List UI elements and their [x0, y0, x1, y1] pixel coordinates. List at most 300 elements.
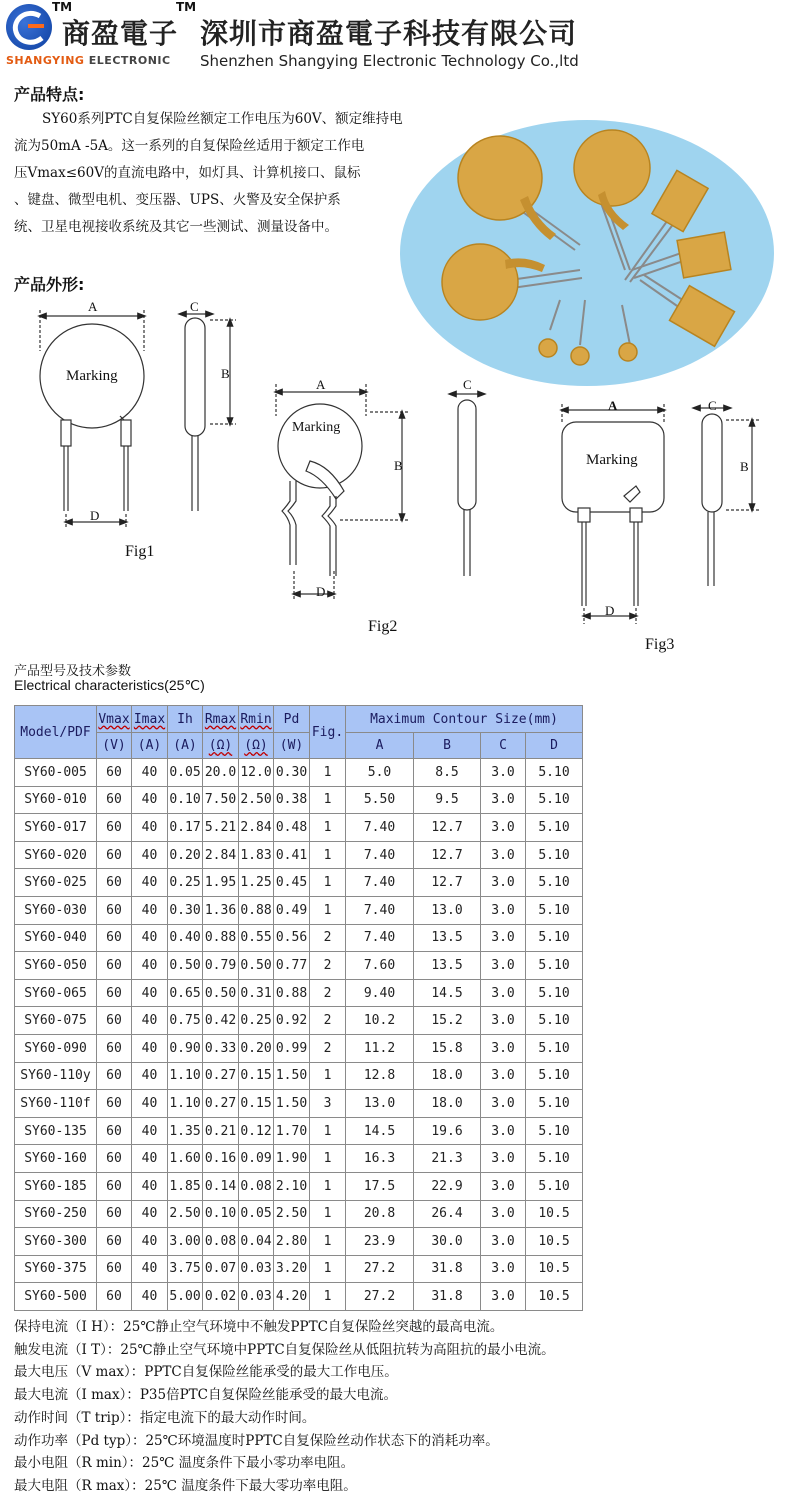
cell-d: 5.10	[526, 759, 583, 787]
definitions-list	[14, 1316, 555, 1498]
cell-imax: 40	[132, 814, 168, 842]
cell-rmax: 0.88	[203, 924, 239, 952]
cell-a: 11.2	[346, 1034, 414, 1062]
cell-rmax: 1.36	[203, 896, 239, 924]
cell-vmax: 60	[97, 1228, 132, 1256]
cell-fig: 1	[310, 1145, 346, 1173]
cell-model: SY60-020	[15, 841, 97, 869]
fig3-dim-d: D	[605, 603, 615, 618]
col-header-imax-unit: (A)	[132, 733, 168, 759]
cell-b: 15.2	[414, 1007, 481, 1035]
cell-rmax: 0.33	[203, 1034, 239, 1062]
col-header-ih: Ih	[168, 706, 203, 733]
cell-rmin: 0.04	[239, 1228, 274, 1256]
cell-fig: 2	[310, 1007, 346, 1035]
fig2-dim-b: B	[394, 458, 403, 473]
features-line: SY60系列PTC自复保险丝额定工作电压为60V、额定维持电	[42, 111, 403, 127]
cell-pd: 1.70	[274, 1117, 310, 1145]
table-row	[15, 1283, 583, 1311]
cell-model: SY60-075	[15, 1007, 97, 1035]
cell-vmax: 60	[97, 759, 132, 787]
cell-model: SY60-040	[15, 924, 97, 952]
fig3-dim-c: C	[708, 398, 717, 413]
cell-a: 27.2	[346, 1255, 414, 1283]
cell-vmax: 60	[97, 896, 132, 924]
col-header-pd-unit: (W)	[274, 733, 310, 759]
cell-vmax: 60	[97, 1145, 132, 1173]
col-header-rmin-unit	[239, 733, 274, 759]
cell-vmax: 60	[97, 1062, 132, 1090]
cell-a: 7.40	[346, 841, 414, 869]
definition-item: 保持电流（I H）：25℃静止空气环境中不触发PPTC自复保险丝突越的最高电流。	[14, 1319, 504, 1335]
cell-c: 3.0	[481, 1034, 526, 1062]
cell-pd: 1.50	[274, 1090, 310, 1118]
cell-pd: 0.99	[274, 1034, 310, 1062]
table-row	[15, 1007, 583, 1035]
cell-a: 12.8	[346, 1062, 414, 1090]
cell-rmin: 0.15	[239, 1090, 274, 1118]
cell-model: SY60-185	[15, 1172, 97, 1200]
cell-ih: 0.30	[168, 896, 203, 924]
table-row	[15, 786, 583, 814]
cell-d: 5.10	[526, 924, 583, 952]
cell-a: 23.9	[346, 1228, 414, 1256]
cell-a: 5.0	[346, 759, 414, 787]
cell-d: 5.10	[526, 1007, 583, 1035]
cell-fig: 1	[310, 1117, 346, 1145]
cell-fig: 1	[310, 896, 346, 924]
table-row	[15, 896, 583, 924]
cell-pd: 0.88	[274, 979, 310, 1007]
cell-model: SY60-500	[15, 1283, 97, 1311]
cell-rmin: 0.55	[239, 924, 274, 952]
fig2-dim-c: C	[463, 377, 472, 392]
cell-rmax: 0.27	[203, 1090, 239, 1118]
fig2-drawing	[276, 384, 482, 601]
cell-c: 3.0	[481, 1228, 526, 1256]
cell-fig: 2	[310, 1034, 346, 1062]
cell-fig: 3	[310, 1090, 346, 1118]
cell-fig: 2	[310, 979, 346, 1007]
cell-fig: 1	[310, 1172, 346, 1200]
fig3-drawing	[562, 404, 760, 624]
cell-ih: 0.20	[168, 841, 203, 869]
cell-a: 7.60	[346, 952, 414, 980]
cell-model: SY60-025	[15, 869, 97, 897]
cell-model: SY60-010	[15, 786, 97, 814]
cell-a: 7.40	[346, 814, 414, 842]
features-title: 产品特点:	[14, 85, 85, 104]
cell-rmin: 2.84	[239, 814, 274, 842]
cell-c: 3.0	[481, 924, 526, 952]
cell-d: 5.10	[526, 979, 583, 1007]
cell-pd: 0.45	[274, 869, 310, 897]
cell-vmax: 60	[97, 841, 132, 869]
cell-b: 18.0	[414, 1062, 481, 1090]
cell-a: 7.40	[346, 869, 414, 897]
cell-c: 3.0	[481, 1062, 526, 1090]
trademark-mark-2: TM	[176, 0, 197, 14]
cell-c: 3.0	[481, 896, 526, 924]
table-row	[15, 1145, 583, 1173]
cell-a: 14.5	[346, 1117, 414, 1145]
cell-fig: 1	[310, 869, 346, 897]
cell-imax: 40	[132, 979, 168, 1007]
fig3-dim-a: A	[608, 398, 618, 413]
cell-rmax: 0.42	[203, 1007, 239, 1035]
brand-name-cn: 商盈電子	[62, 17, 179, 50]
table-row	[15, 1172, 583, 1200]
cell-b: 13.0	[414, 896, 481, 924]
cell-fig: 1	[310, 1062, 346, 1090]
table-row	[15, 924, 583, 952]
definition-item: 最大电阻（R max）：25℃ 温度条件下最大零功率电阻。	[14, 1477, 357, 1494]
specs-title-en: Electrical characteristics(25℃)	[14, 677, 205, 693]
definition-item: 最小电阻（R min）：25℃ 温度条件下最小零功率电阻。	[14, 1455, 355, 1472]
cell-b: 19.6	[414, 1117, 481, 1145]
col-header-a: A	[346, 733, 414, 759]
col-header-contour: Maximum Contour Size(mm)	[346, 706, 583, 733]
cell-ih: 1.35	[168, 1117, 203, 1145]
cell-vmax: 60	[97, 869, 132, 897]
cell-b: 12.7	[414, 869, 481, 897]
col-header-ih-unit: (A)	[168, 733, 203, 759]
cell-rmax: 1.95	[203, 869, 239, 897]
specs-title-cn: 产品型号及技术参数	[14, 664, 132, 679]
cell-a: 27.2	[346, 1283, 414, 1311]
cell-imax: 40	[132, 1228, 168, 1256]
col-header-rmax	[203, 706, 239, 733]
cell-fig: 1	[310, 814, 346, 842]
cell-ih: 1.10	[168, 1062, 203, 1090]
cell-vmax: 60	[97, 814, 132, 842]
col-header-d: D	[526, 733, 583, 759]
cell-c: 3.0	[481, 1200, 526, 1228]
cell-b: 31.8	[414, 1283, 481, 1311]
cell-pd: 0.77	[274, 952, 310, 980]
cell-pd: 0.41	[274, 841, 310, 869]
cell-ih: 0.65	[168, 979, 203, 1007]
table-row	[15, 1255, 583, 1283]
cell-model: SY60-110f	[15, 1090, 97, 1118]
cell-ih: 0.75	[168, 1007, 203, 1035]
cell-a: 10.2	[346, 1007, 414, 1035]
cell-vmax: 60	[97, 1090, 132, 1118]
cell-imax: 40	[132, 786, 168, 814]
table-row	[15, 952, 583, 980]
col-header-vmax	[97, 706, 132, 733]
table-row	[15, 1034, 583, 1062]
cell-rmax: 0.27	[203, 1062, 239, 1090]
cell-c: 3.0	[481, 952, 526, 980]
cell-c: 3.0	[481, 1117, 526, 1145]
cell-b: 14.5	[414, 979, 481, 1007]
col-header-rmax-text: Rmax	[204, 711, 237, 727]
cell-imax: 40	[132, 841, 168, 869]
table-row	[15, 841, 583, 869]
cell-pd: 0.38	[274, 786, 310, 814]
cell-a: 9.40	[346, 979, 414, 1007]
cell-fig: 1	[310, 1228, 346, 1256]
cell-d: 5.10	[526, 841, 583, 869]
definition-item: 动作功率（Pd typ）：25℃环境温度时PPTC自复保险丝动作状态下的消耗功率。	[14, 1432, 499, 1449]
cell-model: SY60-375	[15, 1255, 97, 1283]
cell-b: 21.3	[414, 1145, 481, 1173]
cell-vmax: 60	[97, 1283, 132, 1311]
table-row	[15, 869, 583, 897]
cell-model: SY60-135	[15, 1117, 97, 1145]
fig3-marking: Marking	[586, 452, 638, 468]
cell-ih: 0.05	[168, 759, 203, 787]
cell-imax: 40	[132, 1090, 168, 1118]
trademark-mark: TM	[52, 0, 73, 14]
cell-fig: 1	[310, 1283, 346, 1311]
cell-vmax: 60	[97, 1255, 132, 1283]
fig1-dim-d: D	[90, 508, 100, 523]
table-row	[15, 979, 583, 1007]
features-line: 压Vmax≤60V的直流电路中，如灯具、计算机接口、鼠标	[14, 165, 361, 181]
col-header-rmax-unit-text: (Ω)	[208, 738, 233, 753]
cell-pd: 0.92	[274, 1007, 310, 1035]
cell-ih: 2.50	[168, 1200, 203, 1228]
cell-c: 3.0	[481, 1090, 526, 1118]
cell-ih: 5.00	[168, 1283, 203, 1311]
cell-c: 3.0	[481, 814, 526, 842]
cell-fig: 1	[310, 786, 346, 814]
cell-vmax: 60	[97, 952, 132, 980]
cell-ih: 1.60	[168, 1145, 203, 1173]
col-header-rmin	[239, 706, 274, 733]
cell-c: 3.0	[481, 786, 526, 814]
cell-d: 5.10	[526, 869, 583, 897]
cell-fig: 2	[310, 952, 346, 980]
cell-b: 12.7	[414, 841, 481, 869]
cell-c: 3.0	[481, 979, 526, 1007]
cell-pd: 2.10	[274, 1172, 310, 1200]
cell-model: SY60-005	[15, 759, 97, 787]
cell-model: SY60-030	[15, 896, 97, 924]
cell-pd: 0.30	[274, 759, 310, 787]
cell-ih: 3.75	[168, 1255, 203, 1283]
cell-imax: 40	[132, 952, 168, 980]
cell-c: 3.0	[481, 1007, 526, 1035]
cell-ih: 0.25	[168, 869, 203, 897]
table-row	[15, 814, 583, 842]
cell-imax: 40	[132, 924, 168, 952]
cell-c: 3.0	[481, 841, 526, 869]
cell-rmin: 0.25	[239, 1007, 274, 1035]
cell-a: 5.50	[346, 786, 414, 814]
col-header-pd: Pd	[274, 706, 310, 733]
cell-imax: 40	[132, 759, 168, 787]
cell-b: 8.5	[414, 759, 481, 787]
cell-ih: 0.17	[168, 814, 203, 842]
fig1-dim-c: C	[190, 299, 199, 314]
definition-item: 最大电压（V max）：PPTC自复保险丝能承受的最大工作电压。	[14, 1364, 398, 1381]
cell-model: SY60-110y	[15, 1062, 97, 1090]
definition-item: 最大电流（I max）：P35倍PTC自复保险丝能承受的最大电流。	[14, 1387, 398, 1404]
table-row	[15, 1062, 583, 1090]
cell-rmin: 0.03	[239, 1255, 274, 1283]
cell-d: 10.5	[526, 1283, 583, 1311]
appearance-title: 产品外形:	[14, 275, 85, 294]
cell-pd: 0.48	[274, 814, 310, 842]
cell-a: 13.0	[346, 1090, 414, 1118]
cell-pd: 3.20	[274, 1255, 310, 1283]
cell-rmax: 0.02	[203, 1283, 239, 1311]
cell-rmin: 1.83	[239, 841, 274, 869]
cell-model: SY60-017	[15, 814, 97, 842]
cell-imax: 40	[132, 896, 168, 924]
cell-pd: 0.49	[274, 896, 310, 924]
cell-vmax: 60	[97, 1200, 132, 1228]
definition-item: 动作时间（T trip）：指定电流下的最大动作时间。	[14, 1409, 316, 1426]
cell-a: 17.5	[346, 1172, 414, 1200]
cell-vmax: 60	[97, 1172, 132, 1200]
cell-rmin: 12.0	[239, 759, 274, 787]
features-line: 、键盘、微型电机、变压器、UPS、火警及安全保护系	[14, 192, 341, 208]
logo-swirl-icon	[6, 4, 52, 50]
cell-fig: 1	[310, 841, 346, 869]
cell-ih: 0.50	[168, 952, 203, 980]
cell-d: 5.10	[526, 1034, 583, 1062]
cell-d: 5.10	[526, 1172, 583, 1200]
cell-model: SY60-300	[15, 1228, 97, 1256]
cell-rmax: 5.21	[203, 814, 239, 842]
cell-model: SY60-250	[15, 1200, 97, 1228]
cell-rmax: 0.07	[203, 1255, 239, 1283]
cell-d: 5.10	[526, 952, 583, 980]
fig1-dim-b: B	[221, 366, 230, 381]
cell-rmin: 0.09	[239, 1145, 274, 1173]
fig2-dim-a: A	[316, 377, 326, 392]
cell-c: 3.0	[481, 1255, 526, 1283]
cell-imax: 40	[132, 869, 168, 897]
cell-b: 18.0	[414, 1090, 481, 1118]
cell-rmax: 20.0	[203, 759, 239, 787]
definition-item: 触发电流（I T）：25℃静止空气环境中PPTC自复保险丝从低阻抗转为高阻抗的最小电流。	[14, 1341, 555, 1358]
cell-ih: 1.10	[168, 1090, 203, 1118]
fig3-dim-b: B	[740, 459, 749, 474]
cell-rmin: 0.08	[239, 1172, 274, 1200]
cell-d: 5.10	[526, 786, 583, 814]
table-row	[15, 1117, 583, 1145]
cell-rmin: 0.03	[239, 1283, 274, 1311]
cell-pd: 1.50	[274, 1062, 310, 1090]
cell-ih: 3.00	[168, 1228, 203, 1256]
fig2-marking: Marking	[292, 420, 341, 435]
features-paragraph	[14, 106, 434, 241]
spec-table-body	[15, 759, 583, 1311]
cell-b: 13.5	[414, 952, 481, 980]
cell-rmin: 0.50	[239, 952, 274, 980]
cell-rmin: 0.15	[239, 1062, 274, 1090]
cell-pd: 2.50	[274, 1200, 310, 1228]
cell-d: 10.5	[526, 1200, 583, 1228]
fig2-dim-d: D	[316, 584, 326, 599]
cell-rmax: 0.50	[203, 979, 239, 1007]
cell-d: 10.5	[526, 1255, 583, 1283]
cell-d: 5.10	[526, 896, 583, 924]
cell-d: 5.10	[526, 1062, 583, 1090]
cell-vmax: 60	[97, 1117, 132, 1145]
col-header-rmin-text: Rmin	[240, 711, 272, 727]
cell-d: 5.10	[526, 1090, 583, 1118]
cell-ih: 0.10	[168, 786, 203, 814]
fig1-dim-a: A	[88, 299, 98, 314]
cell-d: 5.10	[526, 1117, 583, 1145]
brand-name-en-part2: ELECTRONIC	[88, 54, 171, 67]
cell-fig: 1	[310, 1255, 346, 1283]
col-header-imax	[132, 706, 168, 733]
cell-rmin: 0.31	[239, 979, 274, 1007]
cell-rmax: 0.08	[203, 1228, 239, 1256]
cell-vmax: 60	[97, 786, 132, 814]
cell-rmin: 0.05	[239, 1200, 274, 1228]
cell-model: SY60-065	[15, 979, 97, 1007]
cell-fig: 1	[310, 759, 346, 787]
table-row	[15, 1200, 583, 1228]
cell-b: 26.4	[414, 1200, 481, 1228]
cell-rmax: 0.10	[203, 1200, 239, 1228]
col-header-b: B	[414, 733, 481, 759]
cell-b: 12.7	[414, 814, 481, 842]
company-name-en: Shenzhen Shangying Electronic Technology Co.,ltd	[200, 52, 579, 70]
col-header-vmax-text: Vmax	[98, 711, 130, 727]
cell-pd: 4.20	[274, 1283, 310, 1311]
cell-vmax: 60	[97, 924, 132, 952]
fig1-label: Fig1	[125, 543, 155, 560]
col-header-c: C	[481, 733, 526, 759]
cell-rmax: 0.16	[203, 1145, 239, 1173]
cell-d: 10.5	[526, 1228, 583, 1256]
cell-rmin: 2.50	[239, 786, 274, 814]
cell-pd: 0.56	[274, 924, 310, 952]
cell-c: 3.0	[481, 759, 526, 787]
cell-d: 5.10	[526, 814, 583, 842]
cell-rmin: 1.25	[239, 869, 274, 897]
brand-name-en	[6, 54, 171, 67]
col-header-imax-text: Imax	[133, 711, 166, 727]
cell-imax: 40	[132, 1283, 168, 1311]
spec-table	[14, 705, 583, 1311]
cell-imax: 40	[132, 1007, 168, 1035]
cell-vmax: 60	[97, 1007, 132, 1035]
cell-b: 13.5	[414, 924, 481, 952]
company-logo	[6, 4, 52, 50]
cell-imax: 40	[132, 1200, 168, 1228]
cell-ih: 0.40	[168, 924, 203, 952]
cell-rmax: 0.14	[203, 1172, 239, 1200]
cell-imax: 40	[132, 1117, 168, 1145]
cell-a: 7.40	[346, 924, 414, 952]
cell-model: SY60-050	[15, 952, 97, 980]
cell-rmin: 0.12	[239, 1117, 274, 1145]
features-line: 流为50mA -5A。这一系列的自复保险丝适用于额定工作电	[14, 138, 365, 154]
cell-rmax: 0.21	[203, 1117, 239, 1145]
col-header-model: Model/PDF	[15, 706, 97, 759]
cell-ih: 0.90	[168, 1034, 203, 1062]
table-row	[15, 759, 583, 787]
cell-fig: 1	[310, 1200, 346, 1228]
cell-b: 31.8	[414, 1255, 481, 1283]
cell-imax: 40	[132, 1172, 168, 1200]
table-row	[15, 1090, 583, 1118]
cell-imax: 40	[132, 1255, 168, 1283]
cell-c: 3.0	[481, 1172, 526, 1200]
table-row	[15, 1228, 583, 1256]
fig1-marking: Marking	[66, 368, 118, 384]
